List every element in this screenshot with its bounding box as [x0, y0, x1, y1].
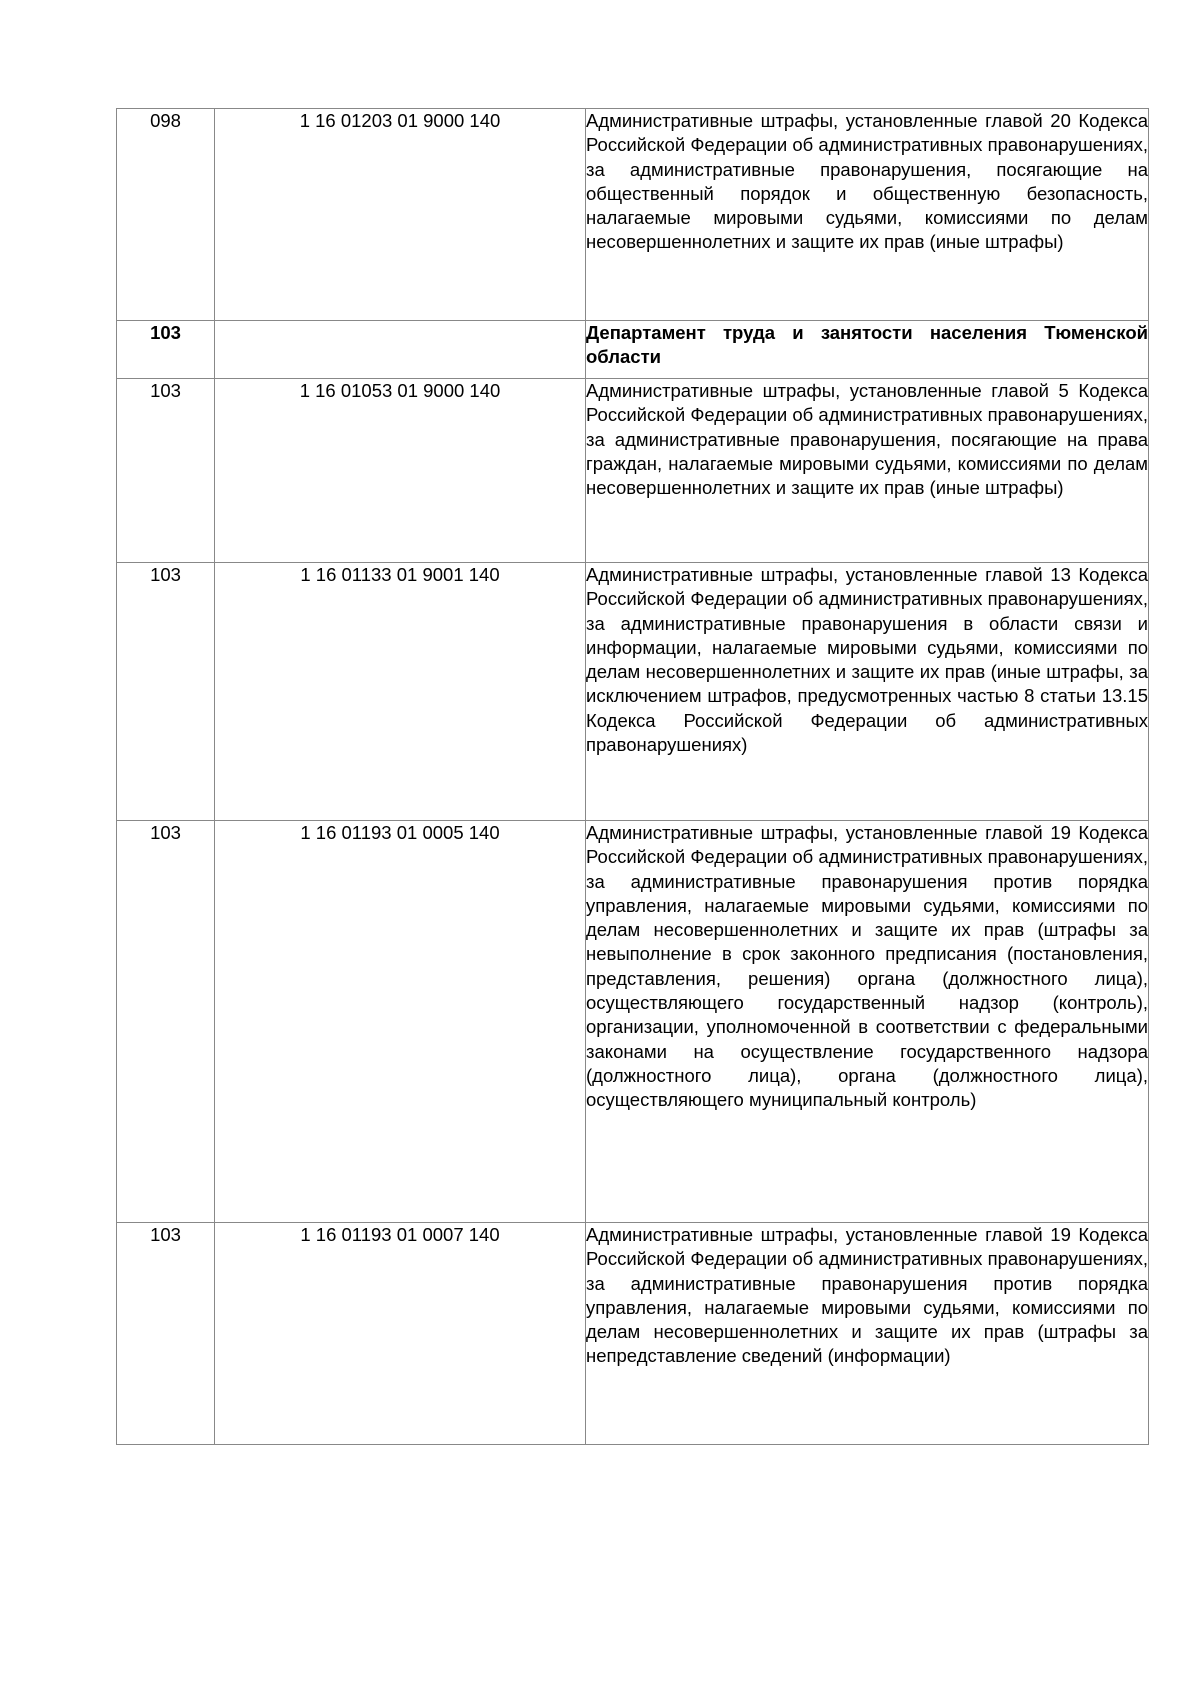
budget-code-cell: 1 16 01193 01 0007 140	[215, 1223, 586, 1445]
revenue-name-cell: Административные штрафы, установленные главой 13 Кодекса Российской Федерации об административных правонарушениях, за административные правонарушения в области связи и информации, налагаемые мировыми судьями, комиссиями по делам несовершеннолетних и защите их прав (иные штрафы, за исключением штрафов, предусмотренных частью 8 статьи 13.15 Кодекса Российской Федерации об административных правонарушениях)	[586, 563, 1149, 821]
admin-code-cell: 103	[117, 563, 215, 821]
budget-code-cell: 1 16 01053 01 9000 140	[215, 379, 586, 563]
table-row	[117, 109, 1149, 321]
department-header-row	[117, 321, 1149, 379]
department-name-cell: Департамент труда и занятости населения Тюменской области	[586, 321, 1149, 379]
table-row	[117, 379, 1149, 563]
budget-code-cell	[215, 321, 586, 379]
table-row	[117, 563, 1149, 821]
table-row	[117, 1223, 1149, 1445]
admin-code-cell: 103	[117, 1223, 215, 1445]
admin-code-cell: 098	[117, 109, 215, 321]
revenue-name-cell: Административные штрафы, установленные главой 19 Кодекса Российской Федерации об административных правонарушениях, за административные правонарушения против порядка управления, налагаемые мировыми судьями, комиссиями по делам несовершеннолетних и защите их прав (штрафы за непредставление сведений (информации)	[586, 1223, 1149, 1445]
revenue-name-cell: Административные штрафы, установленные главой 5 Кодекса Российской Федерации об административных правонарушениях, за административные правонарушения, посягающие на права граждан, налагаемые мировыми судьями, комиссиями по делам несовершеннолетних и защите их прав (иные штрафы)	[586, 379, 1149, 563]
budget-classification-table	[116, 108, 1149, 1445]
admin-code-cell: 103	[117, 821, 215, 1223]
revenue-name-cell: Административные штрафы, установленные главой 20 Кодекса Российской Федерации об административных правонарушениях, за административные правонарушения, посягающие на общественный порядок и общественную безопасность, налагаемые мировыми судьями, комиссиями по делам несовершеннолетних и защите их прав (иные штрафы)	[586, 109, 1149, 321]
admin-code-cell: 103	[117, 379, 215, 563]
admin-code-cell: 103	[117, 321, 215, 379]
table-row	[117, 821, 1149, 1223]
budget-code-cell: 1 16 01133 01 9001 140	[215, 563, 586, 821]
budget-code-cell: 1 16 01193 01 0005 140	[215, 821, 586, 1223]
budget-code-cell: 1 16 01203 01 9000 140	[215, 109, 586, 321]
revenue-name-cell: Административные штрафы, установленные главой 19 Кодекса Российской Федерации об административных правонарушениях, за административные правонарушения против порядка управления, налагаемые мировыми судьями, комиссиями по делам несовершеннолетних и защите их прав (штрафы за невыполнение в срок законного предписания (постановления, представления, решения) органа (должностного лица), осуществляющего государственный надзор (контроль), организации, уполномоченной в соответствии с федеральными законами на осуществление государственного надзора (должностного лица), органа (должностного лица), осуществляющего муниципальный контроль)	[586, 821, 1149, 1223]
